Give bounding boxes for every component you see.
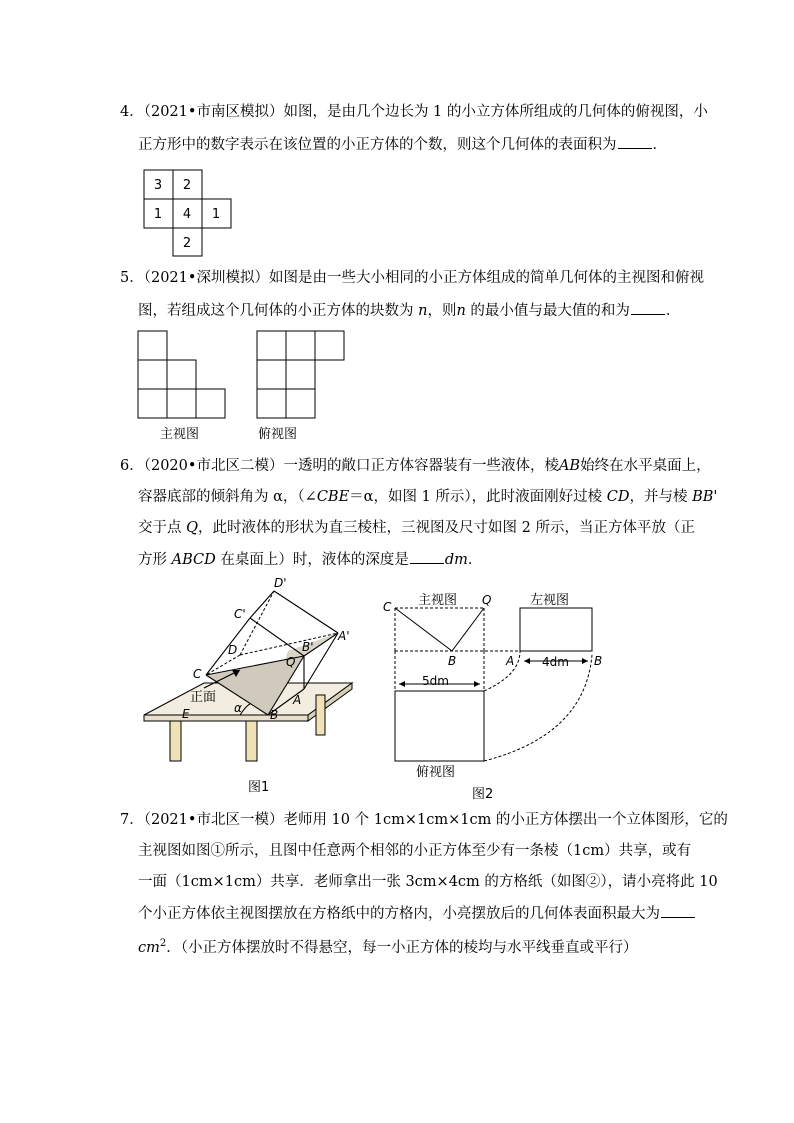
q6-line1: 6．（2020•市北区二模）一透明的敞口正方体容器装有一些液体，棱AB始终在水平桌面上，	[120, 458, 711, 474]
q7-line3: 一面（1cm×1cm）共享．老师拿出一张 3cm×4cm 的方格纸（如图②），请小亮将此 10	[138, 874, 718, 890]
grid-cell: 1	[153, 207, 163, 222]
q4-number: 4．	[120, 104, 144, 120]
q4-line2: 正方形中的数字表示在该位置的小正方体的个数，则这个几何体的表面积为 ．	[138, 134, 667, 155]
q6-line2: 容器底部的倾斜角为 α，（∠CBE＝α，如图 1 所示），此时液面刚好过棱 CD，并与棱 BB'	[138, 489, 718, 505]
label-B2: B	[594, 654, 603, 668]
q5-front-view	[138, 331, 225, 418]
q5-answer-blank[interactable]	[631, 300, 665, 315]
label-B1: B'	[302, 640, 314, 654]
figure-2-caption: 图2	[472, 787, 494, 800]
q4-answer-blank[interactable]	[618, 134, 652, 149]
grid-cell: 2	[182, 236, 192, 251]
q4-line1: 4．（2021•市南区模拟）如图，是由几个边长为 1 的小立方体所组成的几何体的俯视图，小	[120, 104, 708, 120]
q7-source: （2021•市北区一模）	[143, 812, 284, 828]
q7-line2: 主视图如图①所示，且图中任意两个相邻的小正方体至少有一条棱（1cm）共享，或有	[138, 843, 692, 859]
q4-source: （2021•市南区模拟）	[143, 104, 284, 120]
q5-source: （2021•深圳模拟）	[143, 270, 269, 286]
dim-4dm: 4dm	[542, 655, 569, 669]
label-left-view: 左视图	[530, 593, 570, 608]
q4-top-view-grid	[138, 165, 238, 257]
q5-line2: 图，若组成这个几何体的小正方体的块数为 n，则n 的最小值与最大值的和为 ．	[138, 300, 680, 321]
figure-1-caption: 图1	[248, 780, 270, 795]
q5-views	[130, 325, 360, 445]
grid-cell: 2	[182, 178, 192, 193]
label-front-view: 主视图	[160, 427, 200, 442]
q7-line1: 7．（2021•市北区一模）老师用 10 个 1cm×1cm×1cm 的小正方体摆出一个立体图形，它的	[120, 812, 728, 828]
label-E: E	[182, 707, 190, 721]
label-alpha: α	[234, 701, 242, 715]
q7-number: 7．	[120, 812, 144, 828]
q7-line5: $cm^2$．（小正方体摆放时不得悬空，每一小正方体的棱均与水平线垂直或平行）	[138, 938, 638, 956]
label-top-view: 俯视图	[258, 427, 298, 442]
q5-number: 5．	[120, 270, 144, 286]
label-A: A	[293, 693, 302, 707]
label-D: D	[228, 643, 238, 657]
label-Q: Q	[286, 655, 296, 669]
grid-cell: 3	[153, 178, 163, 193]
label-B: B	[270, 708, 279, 722]
label-front: 正面	[190, 690, 217, 705]
label-D1: D'	[274, 578, 287, 590]
q6-figure-1	[140, 578, 365, 800]
q6-number: 6．	[120, 458, 144, 474]
label-C: C	[383, 600, 392, 614]
label-B: B	[448, 654, 457, 668]
q5-top-view	[257, 331, 344, 418]
label-C1: C'	[234, 607, 246, 621]
q6-answer-blank[interactable]	[410, 549, 444, 564]
q7-line4: 个小正方体依主视图摆放在方格纸中的方格内，小亮摆放后的几何体表面积最大为	[138, 903, 696, 924]
grid-cell: 4	[182, 207, 192, 222]
q6-line4: 方形 ABCD 在桌面上）时，液体的深度是 dm．	[138, 549, 482, 570]
q5-line1: 5．（2021•深圳模拟）如图是由一些大小相同的小正方体组成的简单几何体的主视图和俯视	[120, 270, 704, 286]
label-Q: Q	[482, 593, 492, 607]
grid-cell: 1	[211, 207, 221, 222]
label-A1: A'	[338, 629, 350, 643]
q6-source: （2020•市北区二模）	[143, 458, 284, 474]
q7-answer-blank[interactable]	[661, 903, 695, 918]
label-C: C	[193, 667, 202, 681]
q6-line3: 交于点 Q，此时液体的形状为直三棱柱，三视图及尺寸如图 2 所示，当正方体平放（正	[138, 520, 695, 536]
q6-figure-2	[380, 585, 610, 800]
label-A: A	[506, 654, 515, 668]
dim-5dm: 5dm	[422, 674, 449, 688]
label-front-view: 主视图	[418, 593, 458, 608]
label-top-view: 俯视图	[416, 765, 456, 780]
